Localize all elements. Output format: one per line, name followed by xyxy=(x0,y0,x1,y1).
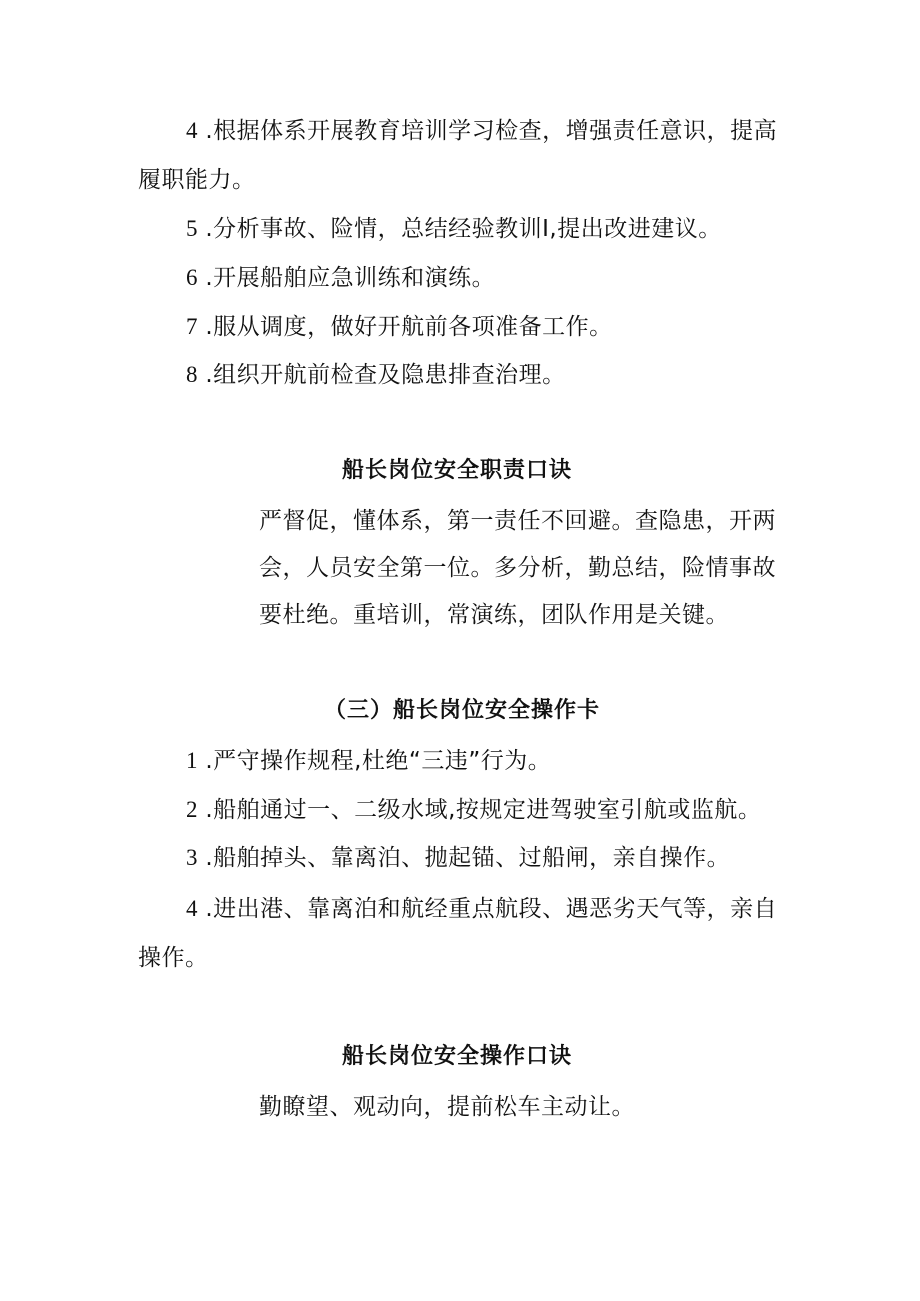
duty-rhyme-line-2: 会，人员安全第一位。多分析，勤总结，险情事故 xyxy=(259,555,776,581)
duty-item-4-continuation: 履职能力。 xyxy=(138,167,256,193)
operation-item-4 xyxy=(186,894,777,924)
operation-item-2 xyxy=(186,795,761,825)
duty-item-5-text: .分析事故、险情，总结经验教训I,提出改进建议。 xyxy=(205,216,722,242)
operation-card-title: （三）船长岗位安全操作卡 xyxy=(324,698,601,723)
operation-item-1-text: .严守操作规程,杜绝“三违”行为。 xyxy=(205,748,552,774)
operation-rhyme-line-1: 勤瞭望、观动向，提前松车主动让。 xyxy=(259,1094,635,1120)
operation-item-4-continuation: 操作。 xyxy=(138,945,209,971)
duty-item-5 xyxy=(186,214,722,244)
duty-item-6 xyxy=(186,263,495,293)
operation-item-4-number: 4 xyxy=(186,896,198,921)
duty-item-6-text: .开展船舶应急训练和演练。 xyxy=(205,265,496,291)
operation-item-1-number: 1 xyxy=(186,748,198,773)
duty-item-5-number: 5 xyxy=(186,216,198,241)
operation-item-1 xyxy=(186,746,551,776)
duty-item-6-number: 6 xyxy=(186,265,198,290)
duty-item-8-text: .组织开航前检查及隐患排查治理。 xyxy=(205,362,566,388)
duty-rhyme-line-1: 严督促，懂体系，第一责任不回避。查隐患，开两 xyxy=(259,508,776,534)
duty-item-4-text: .根据体系开展教育培训学习检查，增强责任意识，提高 xyxy=(205,118,778,144)
operation-item-3-number: 3 xyxy=(186,845,198,870)
duty-item-8-number: 8 xyxy=(186,362,198,387)
duty-item-4 xyxy=(186,116,777,146)
duty-item-7-number: 7 xyxy=(186,314,198,339)
duty-rhyme-title: 船长岗位安全职责口诀 xyxy=(342,458,573,483)
operation-item-3-text: .船舶掉头、靠离泊、抛起锚、过船闸，亲自操作。 xyxy=(205,845,731,871)
operation-item-2-number: 2 xyxy=(186,797,198,822)
operation-rhyme-title: 船长岗位安全操作口诀 xyxy=(342,1044,573,1069)
duty-item-4-number: 4 xyxy=(186,118,198,143)
operation-item-4-text: .进出港、靠离泊和航经重点航段、遇恶劣天气等，亲自 xyxy=(205,896,778,922)
operation-item-2-text: .船舶通过一、二级水域,按规定进驾驶室引航或监航。 xyxy=(205,797,762,823)
duty-item-8 xyxy=(186,360,566,390)
operation-item-3 xyxy=(186,843,730,873)
duty-rhyme-line-3: 要杜绝。重培训，常演练，团队作用是关键。 xyxy=(259,602,729,628)
duty-item-7 xyxy=(186,312,613,342)
duty-item-7-text: .服从调度，做好开航前各项准备工作。 xyxy=(205,314,613,340)
